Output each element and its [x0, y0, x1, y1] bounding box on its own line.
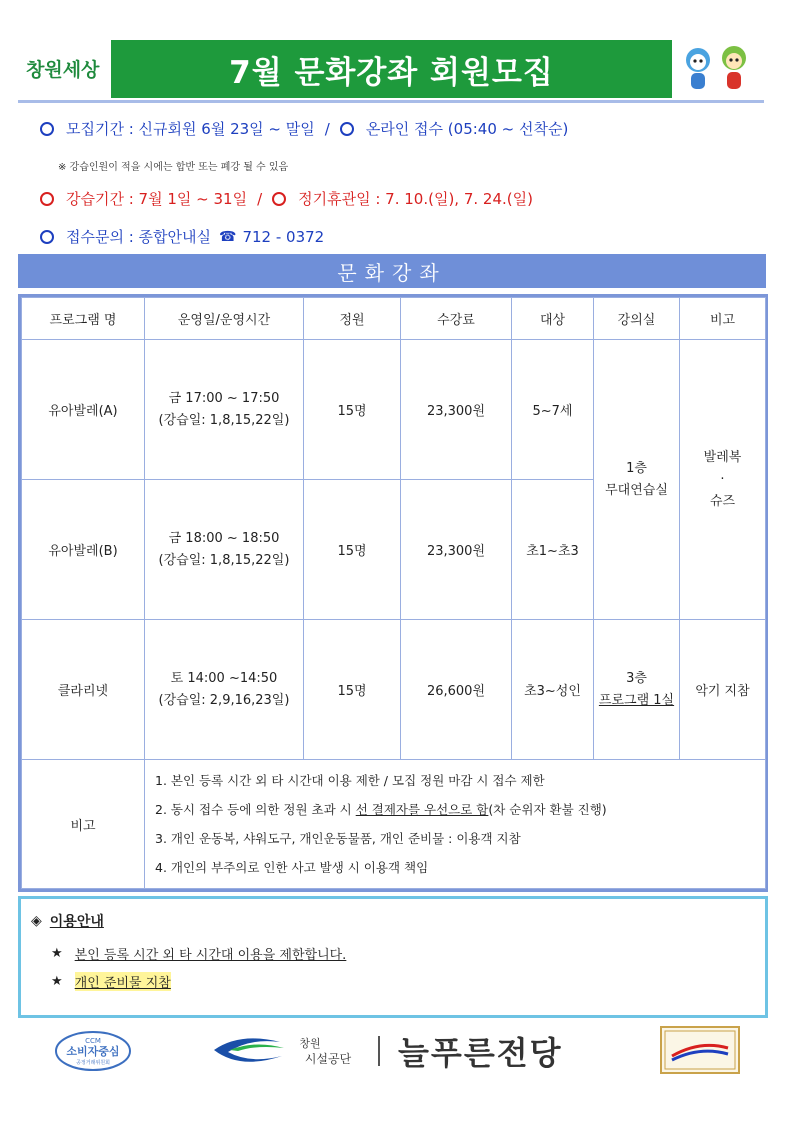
schedule-time: 토 14:00 ~14:50 — [170, 670, 278, 686]
cw-text-2: 시설공단 — [304, 1052, 352, 1066]
note-item: 발레복 — [703, 449, 742, 465]
note-cell — [680, 340, 766, 620]
header-target: 대상 — [512, 298, 594, 340]
header-note: 비고 — [680, 298, 766, 340]
program-name: 유아발레(A) — [22, 340, 145, 480]
schedule-days: (강습일: 1,8,15,22일) — [158, 412, 290, 428]
online-registration: 온라인 접수 (05:40 ~ 선착순) — [365, 120, 569, 138]
usage-guide-box — [18, 896, 768, 1018]
schedule-time: 금 17:00 ~ 17:50 — [168, 390, 280, 406]
circle-bullet-icon — [40, 230, 54, 244]
circle-bullet-icon — [40, 192, 54, 206]
usage-text: 본인 등록 시간 외 타 시간대 이용을 제한합니다. — [74, 948, 347, 963]
circle-bullet-icon — [340, 122, 354, 136]
ccm-main-text: 소비자중심 — [66, 1045, 120, 1058]
capacity-cell: 15명 — [304, 340, 401, 480]
notes-label: 비고 — [22, 760, 145, 889]
star-icon: ★ — [51, 946, 63, 961]
usage-guide-title — [31, 911, 104, 931]
note-cell: 악기 지참 — [680, 620, 766, 760]
usage-item — [51, 972, 171, 991]
table-row — [22, 620, 766, 760]
ccm-certification-logo — [54, 1030, 132, 1072]
inquiry-desk: 접수문의 : 종합안내실 — [66, 228, 212, 246]
header-schedule: 운영일/운영시간 — [145, 298, 304, 340]
schedule-cell — [145, 480, 304, 620]
section-title: 문화강좌 — [18, 254, 766, 288]
mascot-icon — [678, 40, 758, 98]
logo-text: 창원세상 — [26, 59, 100, 81]
schedule-days: (강습일: 2,9,16,23일) — [158, 692, 290, 708]
note-line: 3. 개인 운동복, 샤워도구, 개인운동물품, 개인 준비물 : 이용객 지참 — [155, 831, 521, 846]
circle-bullet-icon — [40, 122, 54, 136]
schedule-cell — [145, 620, 304, 760]
circle-bullet-icon — [272, 192, 286, 206]
usage-item — [51, 944, 346, 963]
room-name: 프로그램 1실 — [598, 692, 675, 708]
fee-cell: 26,600원 — [401, 620, 512, 760]
notes-row — [22, 760, 766, 889]
notes-cell — [145, 760, 766, 889]
class-period-line — [40, 188, 533, 209]
recruit-period: 모집기간 : 신규회원 6월 23일 ~ 말일 — [66, 120, 315, 138]
recruit-period-line — [40, 118, 568, 139]
cw-text-1: 창원 — [299, 1037, 321, 1050]
usage-title-text: 이용안내 — [49, 914, 104, 930]
ccm-sub-text: 공정거래위원회 — [76, 1060, 110, 1066]
schedule-days: (강습일: 1,8,15,22일) — [158, 552, 290, 568]
separator: / — [257, 189, 263, 208]
fee-cell: 23,300원 — [401, 340, 512, 480]
note-line: 4. 개인의 부주의로 인한 사고 발생 시 이용객 책임 — [155, 860, 429, 875]
header-program: 프로그램 명 — [22, 298, 145, 340]
fee-cell: 23,300원 — [401, 480, 512, 620]
room-cell — [594, 620, 680, 760]
ccm-top-text: CCM — [85, 1037, 101, 1045]
note-emphasis: 선 결제자를 우선으로 함 — [355, 802, 489, 817]
program-table — [18, 294, 768, 892]
brand-name: 늘푸른전당 — [398, 1034, 563, 1072]
note-text: (차 순위자 환불 진행) — [488, 802, 607, 817]
header-fee: 수강료 — [401, 298, 512, 340]
target-cell: 5~7세 — [512, 340, 594, 480]
target-cell: 초1~초3 — [512, 480, 594, 620]
class-period: 강습기간 : 7월 1일 ~ 31일 — [66, 190, 248, 208]
capacity-cell: 15명 — [304, 480, 401, 620]
table-row — [22, 340, 766, 480]
separator: / — [324, 119, 330, 138]
header-capacity: 정원 — [304, 298, 401, 340]
room-floor: 1층 — [626, 460, 647, 476]
room-name: 무대연습실 — [605, 482, 668, 498]
program-name: 유아발레(B) — [22, 480, 145, 620]
note-line — [155, 795, 765, 824]
capacity-cell: 15명 — [304, 620, 401, 760]
table-header-row — [22, 298, 766, 340]
award-badge-icon — [660, 1026, 740, 1074]
cancellation-note: ※ 강습인원이 적을 시에는 합반 또는 폐강 될 수 있음 — [58, 162, 289, 173]
program-name: 클라리넷 — [22, 620, 145, 760]
note-line: 1. 본인 등록 시간 외 타 시간대 이용 제한 / 모집 정원 마감 시 접수 제한 — [155, 773, 545, 788]
inquiry-line — [40, 226, 324, 247]
note-item: 슈즈 — [709, 493, 736, 509]
phone-icon: ☎ — [219, 228, 237, 245]
room-cell — [594, 340, 680, 620]
star-icon: ★ — [51, 974, 63, 989]
schedule-cell — [145, 340, 304, 480]
header-divider — [18, 100, 764, 103]
changwon-logo — [26, 46, 106, 88]
note-item: · — [720, 471, 725, 487]
target-cell: 초3~성인 — [512, 620, 594, 760]
usage-text-highlight: 개인 준비물 지참 — [75, 972, 171, 991]
footer-divider — [378, 1036, 380, 1066]
note-text: 2. 동시 접수 등에 의한 정원 초과 시 — [155, 802, 356, 817]
page-title: 7월 문화강좌 회원모집 — [111, 40, 672, 98]
schedule-time: 금 18:00 ~ 18:50 — [168, 530, 280, 546]
closed-days: 정기휴관일 : 7. 10.(일), 7. 24.(일) — [298, 190, 533, 208]
phone-number: 712 - 0372 — [242, 227, 325, 246]
room-floor: 3층 — [626, 670, 647, 686]
header-room: 강의실 — [594, 298, 680, 340]
changwon-facilities-logo — [210, 1030, 380, 1070]
diamond-icon: ◈ — [31, 913, 42, 929]
